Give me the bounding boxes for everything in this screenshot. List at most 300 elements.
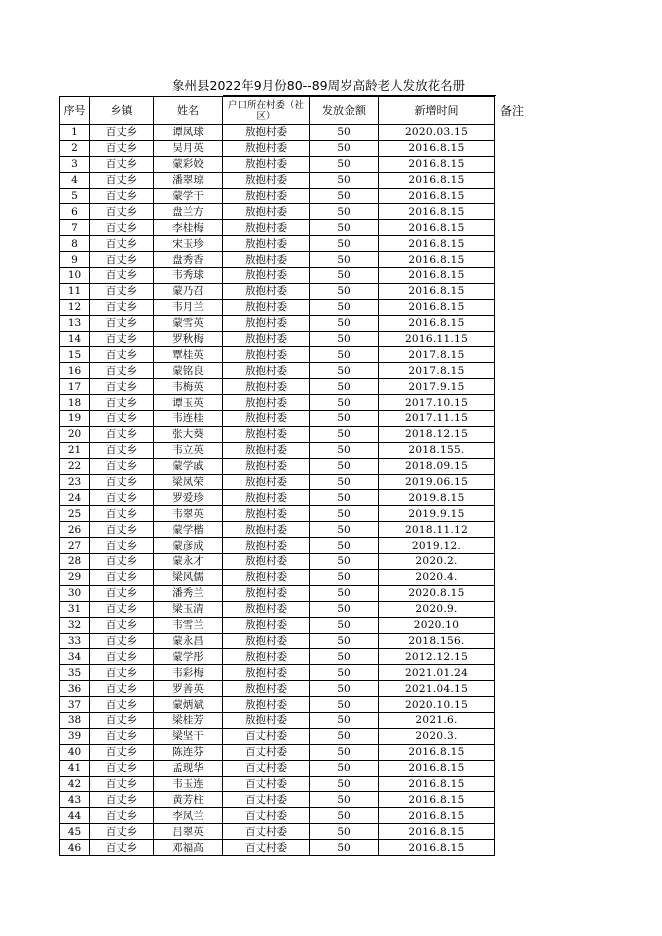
cell-amount: 50 bbox=[310, 840, 379, 856]
cell-town: 百丈乡 bbox=[90, 172, 154, 188]
header-name: 姓名 bbox=[154, 97, 223, 125]
cell-id: 32 bbox=[60, 617, 90, 633]
cell-id: 7 bbox=[60, 220, 90, 236]
cell-town: 百丈乡 bbox=[90, 744, 154, 760]
cell-id: 13 bbox=[60, 315, 90, 331]
table-row bbox=[60, 697, 495, 713]
table-row bbox=[60, 474, 495, 490]
cell-name: 邓福高 bbox=[154, 840, 223, 856]
cell-date: 2016.8.15 bbox=[379, 252, 495, 268]
cell-village: 百丈村委 bbox=[223, 728, 310, 744]
cell-id: 4 bbox=[60, 172, 90, 188]
cell-village: 敖抱村委 bbox=[223, 331, 310, 347]
table-row bbox=[60, 140, 495, 156]
cell-name: 韦雪兰 bbox=[154, 617, 223, 633]
cell-id: 41 bbox=[60, 760, 90, 776]
cell-town: 百丈乡 bbox=[90, 617, 154, 633]
cell-date: 2019.06.15 bbox=[379, 474, 495, 490]
cell-name: 韦翠英 bbox=[154, 506, 223, 522]
cell-id: 10 bbox=[60, 268, 90, 284]
cell-id: 11 bbox=[60, 283, 90, 299]
table-row bbox=[60, 760, 495, 776]
cell-town: 百丈乡 bbox=[90, 697, 154, 713]
cell-id: 1 bbox=[60, 125, 90, 141]
cell-village: 敖抱村委 bbox=[223, 665, 310, 681]
cell-village: 敖抱村委 bbox=[223, 601, 310, 617]
cell-name: 张大葵 bbox=[154, 426, 223, 442]
cell-town: 百丈乡 bbox=[90, 712, 154, 728]
cell-date: 2020.4. bbox=[379, 569, 495, 585]
cell-name: 梁桂芳 bbox=[154, 712, 223, 728]
cell-date: 2020.2. bbox=[379, 554, 495, 570]
cell-amount: 50 bbox=[310, 792, 379, 808]
cell-name: 潘秀兰 bbox=[154, 585, 223, 601]
cell-name: 韦梅英 bbox=[154, 379, 223, 395]
cell-id: 20 bbox=[60, 426, 90, 442]
cell-name: 罗爱珍 bbox=[154, 490, 223, 506]
cell-name: 蒙铭良 bbox=[154, 363, 223, 379]
cell-village: 百丈村委 bbox=[223, 744, 310, 760]
table-row bbox=[60, 792, 495, 808]
cell-town: 百丈乡 bbox=[90, 188, 154, 204]
cell-town: 百丈乡 bbox=[90, 824, 154, 840]
cell-town: 百丈乡 bbox=[90, 760, 154, 776]
cell-amount: 50 bbox=[310, 538, 379, 554]
cell-amount: 50 bbox=[310, 347, 379, 363]
cell-town: 百丈乡 bbox=[90, 633, 154, 649]
cell-town: 百丈乡 bbox=[90, 554, 154, 570]
cell-date: 2016.8.15 bbox=[379, 760, 495, 776]
cell-date: 2021.01.24 bbox=[379, 665, 495, 681]
cell-date: 2017.10.15 bbox=[379, 395, 495, 411]
cell-id: 12 bbox=[60, 299, 90, 315]
cell-town: 百丈乡 bbox=[90, 299, 154, 315]
cell-village: 敖抱村委 bbox=[223, 633, 310, 649]
table-row bbox=[60, 808, 495, 824]
cell-village: 敖抱村委 bbox=[223, 156, 310, 172]
cell-village: 百丈村委 bbox=[223, 808, 310, 824]
cell-name: 宋玉珍 bbox=[154, 236, 223, 252]
table-row bbox=[60, 585, 495, 601]
cell-id: 16 bbox=[60, 363, 90, 379]
cell-date: 2016.8.15 bbox=[379, 299, 495, 315]
cell-amount: 50 bbox=[310, 681, 379, 697]
cell-town: 百丈乡 bbox=[90, 395, 154, 411]
cell-id: 22 bbox=[60, 458, 90, 474]
cell-name: 蒙永才 bbox=[154, 554, 223, 570]
cell-town: 百丈乡 bbox=[90, 601, 154, 617]
cell-town: 百丈乡 bbox=[90, 506, 154, 522]
cell-village: 敖抱村委 bbox=[223, 522, 310, 538]
cell-date: 2016.8.15 bbox=[379, 744, 495, 760]
cell-date: 2012.12.15 bbox=[379, 649, 495, 665]
cell-id: 19 bbox=[60, 411, 90, 427]
table-row bbox=[60, 506, 495, 522]
cell-date: 2019.8.15 bbox=[379, 490, 495, 506]
table-row bbox=[60, 299, 495, 315]
table-row bbox=[60, 315, 495, 331]
cell-village: 敖抱村委 bbox=[223, 585, 310, 601]
cell-date: 2016.8.15 bbox=[379, 172, 495, 188]
cell-name: 韦月兰 bbox=[154, 299, 223, 315]
cell-village: 敖抱村委 bbox=[223, 188, 310, 204]
table-row bbox=[60, 188, 495, 204]
cell-name: 谭玉英 bbox=[154, 395, 223, 411]
cell-name: 李凤兰 bbox=[154, 808, 223, 824]
table-row bbox=[60, 522, 495, 538]
cell-village: 敖抱村委 bbox=[223, 252, 310, 268]
header-row bbox=[60, 97, 495, 125]
table-row bbox=[60, 458, 495, 474]
cell-date: 2018.156. bbox=[379, 633, 495, 649]
cell-id: 38 bbox=[60, 712, 90, 728]
cell-village: 百丈村委 bbox=[223, 792, 310, 808]
cell-name: 蒙乃召 bbox=[154, 283, 223, 299]
cell-town: 百丈乡 bbox=[90, 140, 154, 156]
table-row bbox=[60, 156, 495, 172]
cell-village: 敖抱村委 bbox=[223, 363, 310, 379]
cell-name: 蒙彩姣 bbox=[154, 156, 223, 172]
cell-id: 37 bbox=[60, 697, 90, 713]
cell-amount: 50 bbox=[310, 426, 379, 442]
cell-village: 敖抱村委 bbox=[223, 554, 310, 570]
document-title: 象州县2022年9月份80--89周岁高龄老人发放花名册 bbox=[172, 78, 466, 93]
cell-village: 敖抱村委 bbox=[223, 506, 310, 522]
cell-name: 蒙永昌 bbox=[154, 633, 223, 649]
cell-amount: 50 bbox=[310, 697, 379, 713]
cell-name: 谭凤球 bbox=[154, 125, 223, 141]
cell-id: 35 bbox=[60, 665, 90, 681]
cell-id: 8 bbox=[60, 236, 90, 252]
table-row bbox=[60, 538, 495, 554]
cell-name: 蒙雪英 bbox=[154, 315, 223, 331]
cell-date: 2020.9. bbox=[379, 601, 495, 617]
cell-date: 2016.8.15 bbox=[379, 268, 495, 284]
cell-name: 蒙学干 bbox=[154, 188, 223, 204]
table-row bbox=[60, 331, 495, 347]
cell-town: 百丈乡 bbox=[90, 252, 154, 268]
table-row bbox=[60, 236, 495, 252]
table-row bbox=[60, 252, 495, 268]
table-row bbox=[60, 728, 495, 744]
cell-village: 敖抱村委 bbox=[223, 299, 310, 315]
cell-village: 敖抱村委 bbox=[223, 220, 310, 236]
cell-village: 敖抱村委 bbox=[223, 712, 310, 728]
cell-date: 2016.8.15 bbox=[379, 808, 495, 824]
cell-date: 2016.8.15 bbox=[379, 315, 495, 331]
cell-amount: 50 bbox=[310, 617, 379, 633]
cell-village: 敖抱村委 bbox=[223, 697, 310, 713]
cell-village: 敖抱村委 bbox=[223, 172, 310, 188]
cell-name: 吴月英 bbox=[154, 140, 223, 156]
cell-id: 42 bbox=[60, 776, 90, 792]
cell-town: 百丈乡 bbox=[90, 665, 154, 681]
cell-amount: 50 bbox=[310, 744, 379, 760]
cell-amount: 50 bbox=[310, 252, 379, 268]
cell-name: 韦连桂 bbox=[154, 411, 223, 427]
cell-id: 9 bbox=[60, 252, 90, 268]
cell-village: 敖抱村委 bbox=[223, 474, 310, 490]
cell-village: 敖抱村委 bbox=[223, 442, 310, 458]
cell-town: 百丈乡 bbox=[90, 315, 154, 331]
cell-id: 29 bbox=[60, 569, 90, 585]
cell-name: 韦玉连 bbox=[154, 776, 223, 792]
cell-town: 百丈乡 bbox=[90, 125, 154, 141]
table-row bbox=[60, 220, 495, 236]
cell-name: 梁玉清 bbox=[154, 601, 223, 617]
cell-amount: 50 bbox=[310, 665, 379, 681]
cell-name: 韦秀球 bbox=[154, 268, 223, 284]
cell-village: 敖抱村委 bbox=[223, 140, 310, 156]
cell-amount: 50 bbox=[310, 776, 379, 792]
table-row bbox=[60, 426, 495, 442]
cell-id: 23 bbox=[60, 474, 90, 490]
cell-village: 敖抱村委 bbox=[223, 490, 310, 506]
cell-amount: 50 bbox=[310, 140, 379, 156]
table-row bbox=[60, 283, 495, 299]
cell-amount: 50 bbox=[310, 490, 379, 506]
cell-date: 2020.8.15 bbox=[379, 585, 495, 601]
header-village: 户口所在村委（社区） bbox=[223, 97, 310, 125]
cell-amount: 50 bbox=[310, 808, 379, 824]
cell-date: 2016.8.15 bbox=[379, 283, 495, 299]
cell-village: 敖抱村委 bbox=[223, 617, 310, 633]
cell-id: 25 bbox=[60, 506, 90, 522]
cell-name: 梁风儒 bbox=[154, 569, 223, 585]
table-row bbox=[60, 490, 495, 506]
table-row bbox=[60, 824, 495, 840]
cell-id: 27 bbox=[60, 538, 90, 554]
cell-name: 孟现华 bbox=[154, 760, 223, 776]
cell-date: 2020.03.15 bbox=[379, 125, 495, 141]
cell-town: 百丈乡 bbox=[90, 569, 154, 585]
cell-town: 百丈乡 bbox=[90, 728, 154, 744]
cell-amount: 50 bbox=[310, 506, 379, 522]
cell-village: 敖抱村委 bbox=[223, 411, 310, 427]
cell-town: 百丈乡 bbox=[90, 204, 154, 220]
cell-id: 34 bbox=[60, 649, 90, 665]
cell-amount: 50 bbox=[310, 220, 379, 236]
table-row bbox=[60, 379, 495, 395]
cell-village: 敖抱村委 bbox=[223, 426, 310, 442]
cell-village: 敖抱村委 bbox=[223, 236, 310, 252]
cell-id: 17 bbox=[60, 379, 90, 395]
cell-amount: 50 bbox=[310, 268, 379, 284]
cell-name: 覃桂英 bbox=[154, 347, 223, 363]
cell-town: 百丈乡 bbox=[90, 331, 154, 347]
cell-name: 黄芳柱 bbox=[154, 792, 223, 808]
cell-name: 陈连芬 bbox=[154, 744, 223, 760]
cell-village: 敖抱村委 bbox=[223, 347, 310, 363]
cell-amount: 50 bbox=[310, 156, 379, 172]
cell-id: 36 bbox=[60, 681, 90, 697]
cell-amount: 50 bbox=[310, 315, 379, 331]
header-town: 乡镇 bbox=[90, 97, 154, 125]
table-row bbox=[60, 712, 495, 728]
cell-date: 2021.6. bbox=[379, 712, 495, 728]
cell-town: 百丈乡 bbox=[90, 347, 154, 363]
cell-town: 百丈乡 bbox=[90, 490, 154, 506]
cell-village: 敖抱村委 bbox=[223, 379, 310, 395]
cell-date: 2020.10 bbox=[379, 617, 495, 633]
cell-id: 2 bbox=[60, 140, 90, 156]
cell-town: 百丈乡 bbox=[90, 522, 154, 538]
cell-town: 百丈乡 bbox=[90, 220, 154, 236]
cell-village: 敖抱村委 bbox=[223, 681, 310, 697]
cell-village: 敖抱村委 bbox=[223, 125, 310, 141]
cell-town: 百丈乡 bbox=[90, 649, 154, 665]
cell-date: 2016.8.15 bbox=[379, 840, 495, 856]
cell-id: 30 bbox=[60, 585, 90, 601]
table-row bbox=[60, 268, 495, 284]
cell-name: 韦彩梅 bbox=[154, 665, 223, 681]
cell-amount: 50 bbox=[310, 569, 379, 585]
cell-town: 百丈乡 bbox=[90, 474, 154, 490]
cell-id: 15 bbox=[60, 347, 90, 363]
cell-amount: 50 bbox=[310, 411, 379, 427]
cell-name: 盘兰方 bbox=[154, 204, 223, 220]
table-row bbox=[60, 363, 495, 379]
cell-amount: 50 bbox=[310, 442, 379, 458]
cell-name: 蒙炳斌 bbox=[154, 697, 223, 713]
cell-id: 46 bbox=[60, 840, 90, 856]
cell-amount: 50 bbox=[310, 522, 379, 538]
cell-amount: 50 bbox=[310, 585, 379, 601]
cell-amount: 50 bbox=[310, 283, 379, 299]
cell-village: 敖抱村委 bbox=[223, 268, 310, 284]
cell-name: 蒙学彤 bbox=[154, 649, 223, 665]
cell-id: 5 bbox=[60, 188, 90, 204]
cell-date: 2016.8.15 bbox=[379, 236, 495, 252]
table-row bbox=[60, 347, 495, 363]
cell-id: 44 bbox=[60, 808, 90, 824]
cell-id: 43 bbox=[60, 792, 90, 808]
cell-town: 百丈乡 bbox=[90, 268, 154, 284]
cell-amount: 50 bbox=[310, 204, 379, 220]
cell-id: 39 bbox=[60, 728, 90, 744]
cell-name: 罗秋梅 bbox=[154, 331, 223, 347]
table-row bbox=[60, 204, 495, 220]
cell-amount: 50 bbox=[310, 633, 379, 649]
cell-village: 敖抱村委 bbox=[223, 283, 310, 299]
cell-id: 31 bbox=[60, 601, 90, 617]
cell-name: 梁坚干 bbox=[154, 728, 223, 744]
cell-date: 2016.8.15 bbox=[379, 776, 495, 792]
cell-date: 2021.04.15 bbox=[379, 681, 495, 697]
cell-village: 敖抱村委 bbox=[223, 569, 310, 585]
cell-name: 蒙彦成 bbox=[154, 538, 223, 554]
table-row bbox=[60, 840, 495, 856]
cell-name: 蒙学楷 bbox=[154, 522, 223, 538]
table-row bbox=[60, 681, 495, 697]
cell-date: 2016.8.15 bbox=[379, 792, 495, 808]
remark-header: 备注 bbox=[500, 104, 525, 118]
cell-date: 2017.11.15 bbox=[379, 411, 495, 427]
cell-date: 2016.8.15 bbox=[379, 824, 495, 840]
cell-town: 百丈乡 bbox=[90, 458, 154, 474]
cell-town: 百丈乡 bbox=[90, 363, 154, 379]
cell-id: 45 bbox=[60, 824, 90, 840]
cell-village: 敖抱村委 bbox=[223, 458, 310, 474]
cell-amount: 50 bbox=[310, 299, 379, 315]
cell-date: 2016.8.15 bbox=[379, 220, 495, 236]
cell-village: 敖抱村委 bbox=[223, 315, 310, 331]
table-row bbox=[60, 569, 495, 585]
cell-id: 18 bbox=[60, 395, 90, 411]
cell-name: 李桂梅 bbox=[154, 220, 223, 236]
cell-date: 2018.09.15 bbox=[379, 458, 495, 474]
cell-date: 2018.12.15 bbox=[379, 426, 495, 442]
header-amount: 发放金额 bbox=[310, 97, 379, 125]
cell-amount: 50 bbox=[310, 824, 379, 840]
cell-town: 百丈乡 bbox=[90, 792, 154, 808]
cell-town: 百丈乡 bbox=[90, 236, 154, 252]
cell-village: 百丈村委 bbox=[223, 824, 310, 840]
cell-amount: 50 bbox=[310, 728, 379, 744]
cell-id: 24 bbox=[60, 490, 90, 506]
cell-amount: 50 bbox=[310, 458, 379, 474]
cell-town: 百丈乡 bbox=[90, 156, 154, 172]
cell-id: 33 bbox=[60, 633, 90, 649]
cell-village: 百丈村委 bbox=[223, 776, 310, 792]
cell-village: 敖抱村委 bbox=[223, 204, 310, 220]
cell-date: 2020.3. bbox=[379, 728, 495, 744]
cell-name: 吕翠英 bbox=[154, 824, 223, 840]
cell-village: 敖抱村委 bbox=[223, 649, 310, 665]
cell-amount: 50 bbox=[310, 395, 379, 411]
cell-id: 26 bbox=[60, 522, 90, 538]
cell-village: 敖抱村委 bbox=[223, 538, 310, 554]
table-row bbox=[60, 744, 495, 760]
cell-date: 2017.9.15 bbox=[379, 379, 495, 395]
cell-amount: 50 bbox=[310, 712, 379, 728]
cell-amount: 50 bbox=[310, 379, 379, 395]
table-row bbox=[60, 172, 495, 188]
cell-date: 2016.8.15 bbox=[379, 204, 495, 220]
cell-date: 2016.8.15 bbox=[379, 188, 495, 204]
cell-id: 3 bbox=[60, 156, 90, 172]
cell-date: 2017.8.15 bbox=[379, 363, 495, 379]
cell-date: 2016.11.15 bbox=[379, 331, 495, 347]
cell-amount: 50 bbox=[310, 760, 379, 776]
cell-village: 百丈村委 bbox=[223, 840, 310, 856]
table-row bbox=[60, 442, 495, 458]
cell-amount: 50 bbox=[310, 601, 379, 617]
cell-town: 百丈乡 bbox=[90, 681, 154, 697]
table-row bbox=[60, 411, 495, 427]
cell-id: 28 bbox=[60, 554, 90, 570]
cell-amount: 50 bbox=[310, 236, 379, 252]
cell-town: 百丈乡 bbox=[90, 585, 154, 601]
header-id: 序号 bbox=[60, 97, 90, 125]
cell-date: 2019.12. bbox=[379, 538, 495, 554]
table-row bbox=[60, 554, 495, 570]
cell-name: 潘翠琼 bbox=[154, 172, 223, 188]
cell-town: 百丈乡 bbox=[90, 538, 154, 554]
table-row bbox=[60, 665, 495, 681]
cell-date: 2019.9.15 bbox=[379, 506, 495, 522]
cell-date: 2018.11.12 bbox=[379, 522, 495, 538]
table-row bbox=[60, 633, 495, 649]
cell-town: 百丈乡 bbox=[90, 776, 154, 792]
cell-date: 2016.8.15 bbox=[379, 156, 495, 172]
cell-date: 2020.10.15 bbox=[379, 697, 495, 713]
table-row bbox=[60, 395, 495, 411]
cell-name: 梁凤荣 bbox=[154, 474, 223, 490]
cell-town: 百丈乡 bbox=[90, 411, 154, 427]
table-row bbox=[60, 617, 495, 633]
header-date: 新增时间 bbox=[379, 97, 495, 125]
